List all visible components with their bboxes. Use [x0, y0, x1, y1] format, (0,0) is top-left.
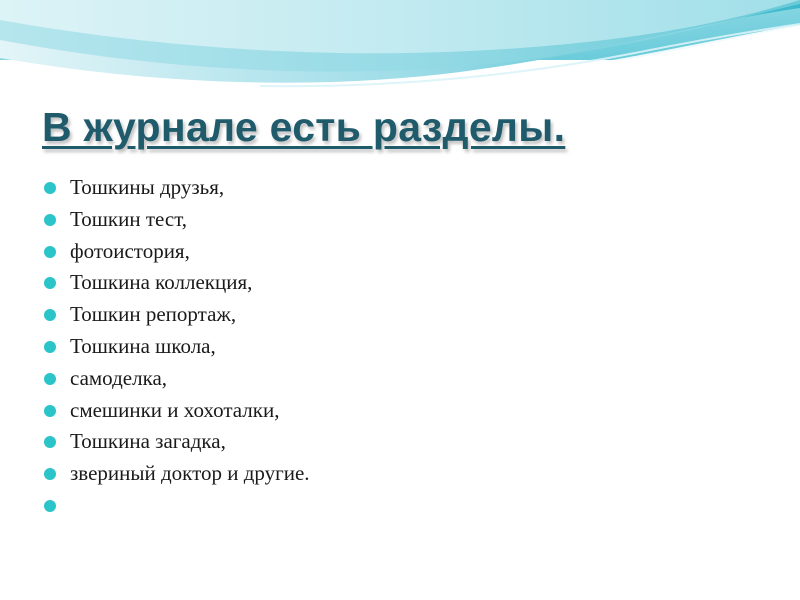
- slide-title: В журнале есть разделы.: [42, 104, 566, 150]
- bullet-dot-icon: [44, 246, 56, 258]
- list-item-text: фотоистория,: [70, 238, 190, 263]
- list-item-text: Тошкин тест,: [70, 206, 188, 231]
- list-item-text: Тошкин репортаж,: [70, 302, 237, 327]
- bullet-dot-icon: [44, 182, 56, 194]
- bullet-dot-icon: [44, 468, 56, 480]
- bullet-dot-icon: [44, 500, 56, 512]
- list-item-text: Тошкина коллекция,: [70, 270, 253, 295]
- bullet-dot-icon: [44, 373, 56, 385]
- list-item: [42, 172, 310, 204]
- list-item-text: Тошкина загадка,: [70, 429, 226, 454]
- list-item: [42, 426, 310, 458]
- bullet-list: [42, 172, 310, 522]
- list-item-text: смешинки и хохоталки,: [70, 397, 280, 422]
- bullet-dot-icon: [44, 436, 56, 448]
- bullet-dot-icon: [44, 341, 56, 353]
- list-item: [42, 267, 310, 299]
- list-item: [42, 236, 310, 268]
- list-item-text: звериный доктор и другие.: [70, 461, 310, 486]
- bullet-dot-icon: [44, 405, 56, 417]
- list-item: [42, 204, 310, 236]
- list-item-empty: [42, 490, 310, 522]
- list-item-text: Тошкина школа,: [70, 333, 216, 358]
- list-item: [42, 395, 310, 427]
- list-item-text: Тошкины друзья,: [70, 175, 225, 199]
- list-item: [42, 299, 310, 331]
- wave-header-decoration: [0, 0, 800, 100]
- list-item: [42, 458, 310, 490]
- list-item: [42, 331, 310, 363]
- list-item-text: самоделка,: [70, 365, 168, 390]
- bullet-dot-icon: [44, 309, 56, 321]
- bullet-dot-icon: [44, 277, 56, 289]
- list-item: [42, 363, 310, 395]
- bullet-dot-icon: [44, 214, 56, 226]
